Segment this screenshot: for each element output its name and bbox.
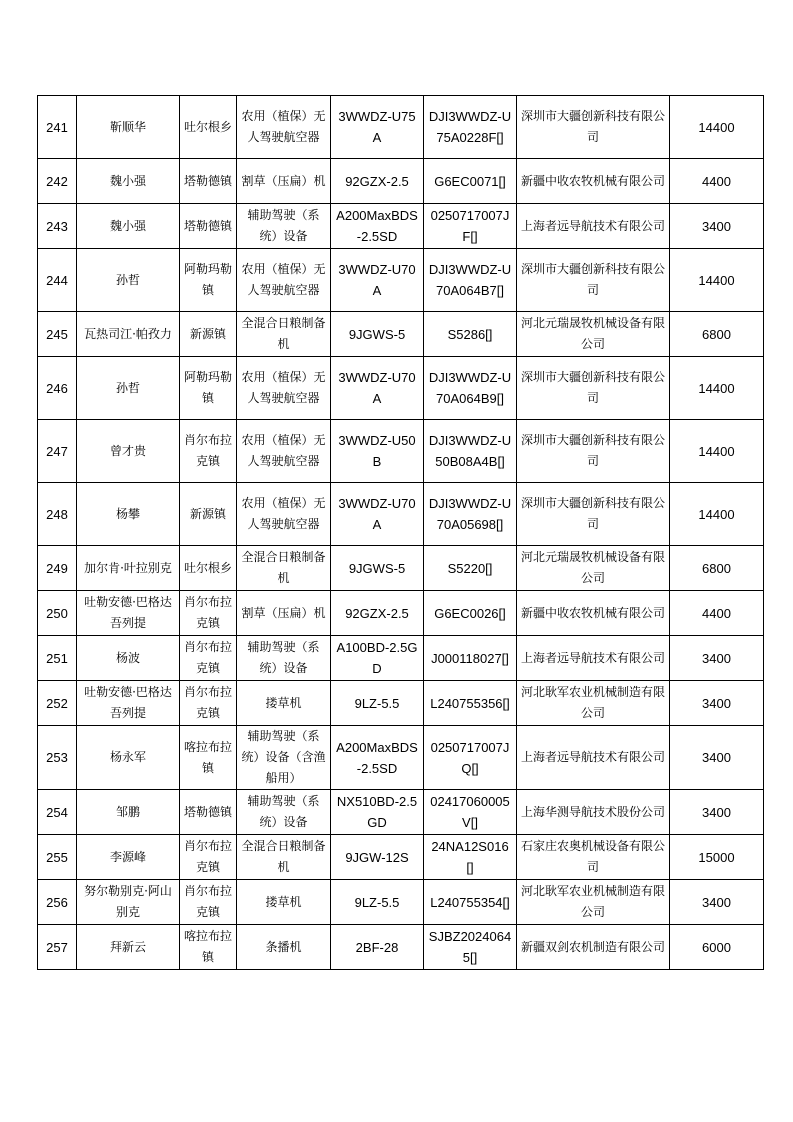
machine-model: 3WWDZ-U70A xyxy=(331,483,424,546)
table-row xyxy=(38,681,764,726)
manufacturer: 深圳市大疆创新科技有限公司 xyxy=(517,357,670,420)
town: 肖尔布拉克镇 xyxy=(180,835,237,880)
subsidy-amount: 14400 xyxy=(670,483,764,546)
serial-number: 02417060005V[] xyxy=(424,790,517,835)
town: 肖尔布拉克镇 xyxy=(180,880,237,925)
manufacturer: 河北元瑞晟牧机械设备有限公司 xyxy=(517,312,670,357)
row-number: 250 xyxy=(38,591,77,636)
table-row xyxy=(38,96,764,159)
applicant-name: 孙哲 xyxy=(77,249,180,312)
town: 肖尔布拉克镇 xyxy=(180,681,237,726)
manufacturer: 上海者远导航技术有限公司 xyxy=(517,204,670,249)
town: 阿勒玛勒镇 xyxy=(180,249,237,312)
machine-type: 农用（植保）无人驾驶航空器 xyxy=(237,357,331,420)
subsidy-amount: 15000 xyxy=(670,835,764,880)
machine-type: 辅助驾驶（系统）设备（含渔船用） xyxy=(237,726,331,790)
town: 喀拉布拉镇 xyxy=(180,726,237,790)
table-row xyxy=(38,312,764,357)
table-row xyxy=(38,636,764,681)
machine-model: 9LZ-5.5 xyxy=(331,681,424,726)
table-row xyxy=(38,357,764,420)
row-number: 253 xyxy=(38,726,77,790)
town: 吐尔根乡 xyxy=(180,96,237,159)
machine-model: 3WWDZ-U50B xyxy=(331,420,424,483)
subsidy-amount: 3400 xyxy=(670,790,764,835)
subsidy-amount: 3400 xyxy=(670,636,764,681)
subsidy-amount: 4400 xyxy=(670,591,764,636)
applicant-name: 魏小强 xyxy=(77,204,180,249)
serial-number: G6EC0026[] xyxy=(424,591,517,636)
serial-number: 0250717007JQ[] xyxy=(424,726,517,790)
serial-number: L240755354[] xyxy=(424,880,517,925)
applicant-name: 吐勒安德·巴格达吾列提 xyxy=(77,681,180,726)
town: 塔勒德镇 xyxy=(180,159,237,204)
machine-type: 农用（植保）无人驾驶航空器 xyxy=(237,96,331,159)
table-row xyxy=(38,204,764,249)
manufacturer: 上海者远导航技术有限公司 xyxy=(517,636,670,681)
table-row xyxy=(38,591,764,636)
machine-model: 3WWDZ-U70A xyxy=(331,249,424,312)
manufacturer: 上海者远导航技术有限公司 xyxy=(517,726,670,790)
applicant-name: 靳顺华 xyxy=(77,96,180,159)
applicant-name: 孙哲 xyxy=(77,357,180,420)
subsidy-table xyxy=(37,95,764,970)
row-number: 243 xyxy=(38,204,77,249)
machine-type: 全混合日粮制备机 xyxy=(237,835,331,880)
serial-number: G6EC0071[] xyxy=(424,159,517,204)
town: 塔勒德镇 xyxy=(180,790,237,835)
machine-type: 辅助驾驶（系统）设备 xyxy=(237,204,331,249)
table-row xyxy=(38,790,764,835)
manufacturer: 河北耿军农业机械制造有限公司 xyxy=(517,880,670,925)
machine-model: 9JGWS-5 xyxy=(331,546,424,591)
subsidy-amount: 6800 xyxy=(670,546,764,591)
row-number: 246 xyxy=(38,357,77,420)
serial-number: 24NA12S016[] xyxy=(424,835,517,880)
manufacturer: 深圳市大疆创新科技有限公司 xyxy=(517,483,670,546)
machine-type: 全混合日粮制备机 xyxy=(237,312,331,357)
applicant-name: 杨波 xyxy=(77,636,180,681)
manufacturer: 新疆中收农牧机械有限公司 xyxy=(517,159,670,204)
applicant-name: 杨攀 xyxy=(77,483,180,546)
serial-number: S5220[] xyxy=(424,546,517,591)
machine-type: 农用（植保）无人驾驶航空器 xyxy=(237,483,331,546)
row-number: 244 xyxy=(38,249,77,312)
row-number: 252 xyxy=(38,681,77,726)
table-row xyxy=(38,420,764,483)
applicant-name: 曾才贵 xyxy=(77,420,180,483)
machine-type: 割草（压扁）机 xyxy=(237,159,331,204)
applicant-name: 加尔肯·叶拉别克 xyxy=(77,546,180,591)
serial-number: J000118027[] xyxy=(424,636,517,681)
row-number: 256 xyxy=(38,880,77,925)
table-row xyxy=(38,726,764,790)
table-row xyxy=(38,483,764,546)
subsidy-amount: 14400 xyxy=(670,96,764,159)
machine-model: 92GZX-2.5 xyxy=(331,159,424,204)
machine-type: 搂草机 xyxy=(237,880,331,925)
machine-type: 搂草机 xyxy=(237,681,331,726)
subsidy-amount: 14400 xyxy=(670,357,764,420)
serial-number: SJBZ20240645[] xyxy=(424,925,517,970)
row-number: 247 xyxy=(38,420,77,483)
applicant-name: 吐勒安德·巴格达吾列提 xyxy=(77,591,180,636)
manufacturer: 河北元瑞晟牧机械设备有限公司 xyxy=(517,546,670,591)
applicant-name: 瓦热司江·帕孜力 xyxy=(77,312,180,357)
row-number: 245 xyxy=(38,312,77,357)
applicant-name: 魏小强 xyxy=(77,159,180,204)
machine-model: 3WWDZ-U75A xyxy=(331,96,424,159)
subsidy-amount: 14400 xyxy=(670,249,764,312)
row-number: 242 xyxy=(38,159,77,204)
manufacturer: 上海华测导航技术股份公司 xyxy=(517,790,670,835)
machine-model: 2BF-28 xyxy=(331,925,424,970)
machine-model: 92GZX-2.5 xyxy=(331,591,424,636)
manufacturer: 河北耿军农业机械制造有限公司 xyxy=(517,681,670,726)
serial-number: DJI3WWDZ-U70A05698[] xyxy=(424,483,517,546)
manufacturer: 新疆双剑农机制造有限公司 xyxy=(517,925,670,970)
town: 喀拉布拉镇 xyxy=(180,925,237,970)
table-row xyxy=(38,159,764,204)
machine-type: 条播机 xyxy=(237,925,331,970)
applicant-name: 杨永军 xyxy=(77,726,180,790)
machine-type: 农用（植保）无人驾驶航空器 xyxy=(237,249,331,312)
subsidy-amount: 4400 xyxy=(670,159,764,204)
applicant-name: 拜新云 xyxy=(77,925,180,970)
machine-type: 割草（压扁）机 xyxy=(237,591,331,636)
machine-type: 辅助驾驶（系统）设备 xyxy=(237,636,331,681)
subsidy-amount: 6800 xyxy=(670,312,764,357)
town: 肖尔布拉克镇 xyxy=(180,636,237,681)
manufacturer: 新疆中收农牧机械有限公司 xyxy=(517,591,670,636)
town: 阿勒玛勒镇 xyxy=(180,357,237,420)
machine-model: 9LZ-5.5 xyxy=(331,880,424,925)
row-number: 255 xyxy=(38,835,77,880)
table-row xyxy=(38,880,764,925)
row-number: 241 xyxy=(38,96,77,159)
row-number: 254 xyxy=(38,790,77,835)
applicant-name: 努尔勒别克·阿山别克 xyxy=(77,880,180,925)
table-row xyxy=(38,835,764,880)
subsidy-amount: 3400 xyxy=(670,880,764,925)
row-number: 249 xyxy=(38,546,77,591)
manufacturer: 石家庄农奥机械设备有限公司 xyxy=(517,835,670,880)
subsidy-amount: 3400 xyxy=(670,204,764,249)
serial-number: DJI3WWDZ-U50B08A4B[] xyxy=(424,420,517,483)
row-number: 251 xyxy=(38,636,77,681)
machine-model: A200MaxBDS-2.5SD xyxy=(331,204,424,249)
machine-model: A200MaxBDS-2.5SD xyxy=(331,726,424,790)
machine-type: 农用（植保）无人驾驶航空器 xyxy=(237,420,331,483)
row-number: 248 xyxy=(38,483,77,546)
subsidy-amount: 3400 xyxy=(670,726,764,790)
machine-model: 3WWDZ-U70A xyxy=(331,357,424,420)
machine-type: 辅助驾驶（系统）设备 xyxy=(237,790,331,835)
serial-number: DJI3WWDZ-U70A064B9[] xyxy=(424,357,517,420)
manufacturer: 深圳市大疆创新科技有限公司 xyxy=(517,249,670,312)
machine-model: 9JGWS-5 xyxy=(331,312,424,357)
serial-number: DJI3WWDZ-U70A064B7[] xyxy=(424,249,517,312)
manufacturer: 深圳市大疆创新科技有限公司 xyxy=(517,96,670,159)
serial-number: 0250717007JF[] xyxy=(424,204,517,249)
manufacturer: 深圳市大疆创新科技有限公司 xyxy=(517,420,670,483)
applicant-name: 李源峰 xyxy=(77,835,180,880)
applicant-name: 邹鹏 xyxy=(77,790,180,835)
subsidy-amount: 14400 xyxy=(670,420,764,483)
town: 肖尔布拉克镇 xyxy=(180,591,237,636)
subsidy-amount: 6000 xyxy=(670,925,764,970)
subsidy-amount: 3400 xyxy=(670,681,764,726)
machine-model: 9JGW-12S xyxy=(331,835,424,880)
town: 新源镇 xyxy=(180,483,237,546)
machine-model: A100BD-2.5GD xyxy=(331,636,424,681)
table-row xyxy=(38,249,764,312)
serial-number: L240755356[] xyxy=(424,681,517,726)
serial-number: S5286[] xyxy=(424,312,517,357)
machine-model: NX510BD-2.5GD xyxy=(331,790,424,835)
table-row xyxy=(38,925,764,970)
row-number: 257 xyxy=(38,925,77,970)
serial-number: DJI3WWDZ-U75A0228F[] xyxy=(424,96,517,159)
town: 吐尔根乡 xyxy=(180,546,237,591)
town: 肖尔布拉克镇 xyxy=(180,420,237,483)
machine-type: 全混合日粮制备机 xyxy=(237,546,331,591)
town: 塔勒德镇 xyxy=(180,204,237,249)
table-row xyxy=(38,546,764,591)
town: 新源镇 xyxy=(180,312,237,357)
